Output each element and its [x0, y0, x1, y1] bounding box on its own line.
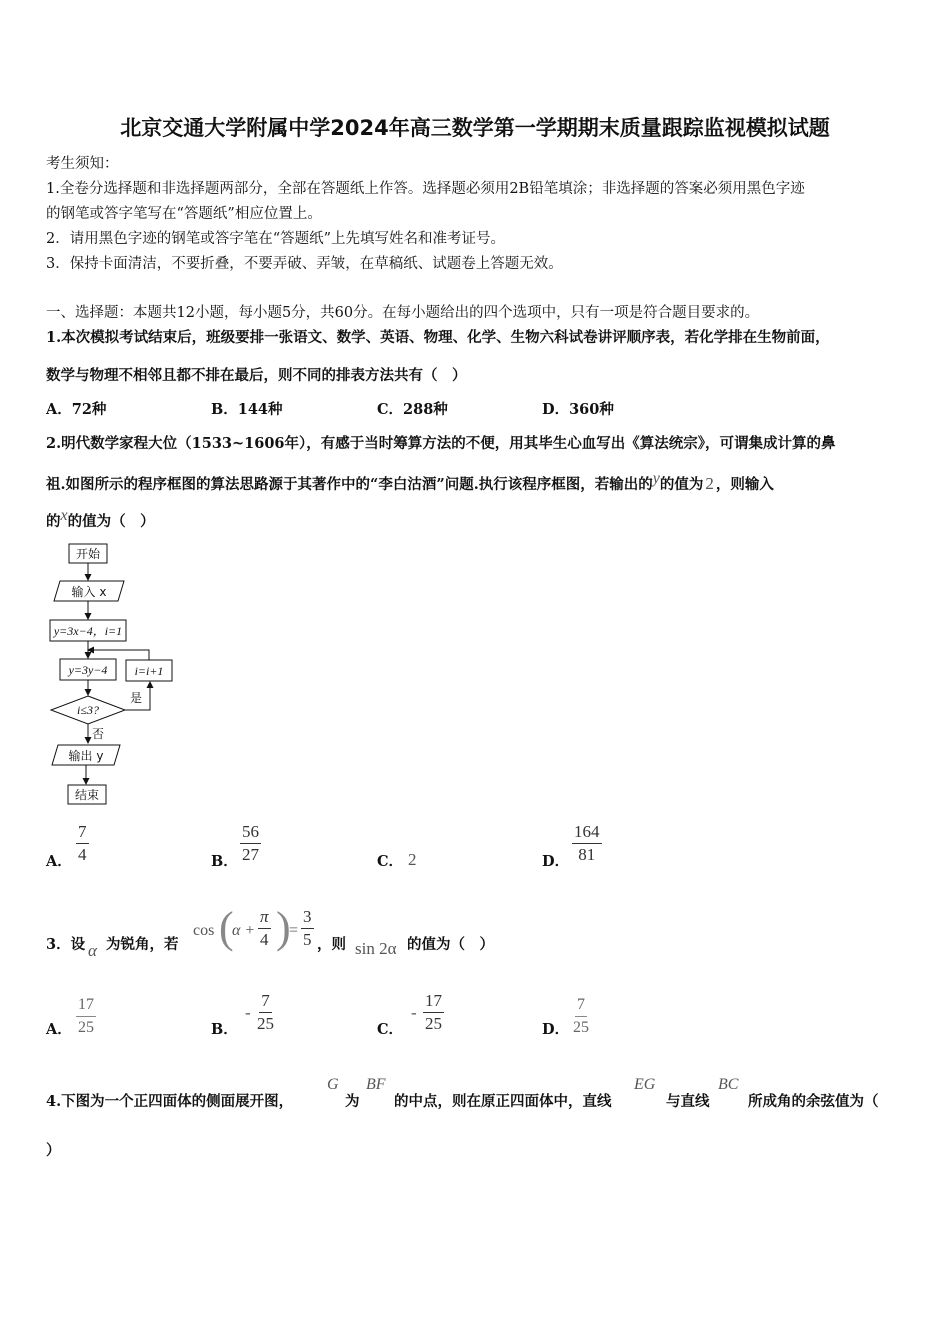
flow-yes-label: 是 — [130, 691, 143, 705]
q2-option-a-label: A． — [46, 853, 72, 870]
notice-item: 2．请用黑色字迹的钢笔或答字笔在“答题纸”上先填写姓名和准考证号。 — [46, 231, 506, 247]
q2-option-c-value: 2 — [408, 850, 417, 869]
page-title: 北京交通大学附属中学2024年高三数学第一学期期末质量跟踪监视模拟试题 — [120, 116, 830, 140]
q4-part5: 所成角的余弦值为（ — [748, 1093, 879, 1110]
notice-heading: 考生须知： — [46, 156, 119, 172]
flow-start-label: 开始 — [75, 547, 101, 561]
q1-option-d: D．360种 — [542, 401, 614, 418]
q3-pi-over-4: $\frac{\pi}{4}$ — [260, 907, 269, 949]
q3-prefix: 3．设 — [46, 936, 86, 953]
q4-part6: ） — [46, 1142, 61, 1159]
q3-option-c-sign: - — [411, 1003, 417, 1022]
q3-option-b-label: B． — [211, 1021, 238, 1038]
q4-var-eg: EG — [634, 1076, 656, 1093]
q3-option-c-label: C． — [377, 1021, 404, 1038]
q2-option-c-label: C． — [377, 853, 404, 870]
flow-end-label: 结束 — [74, 788, 100, 802]
flow-init-label: y=3x−4，i=1 — [53, 624, 123, 638]
q3-suffix: 的值为（ ） — [407, 936, 494, 953]
q4-part4: 与直线 — [666, 1093, 710, 1110]
q3-option-d-value: $\frac{7}{25}$ — [573, 996, 589, 1036]
flowchart — [46, 540, 186, 812]
q3-cos: cos — [193, 922, 215, 939]
q2-option-d-value: $\frac{164}{81}$ — [574, 822, 600, 864]
notice-item: 3．保持卡面清洁，不要折叠，不要弄破、弄皱，在草稿纸、试题卷上答题无效。 — [46, 256, 563, 272]
flow-update-i-label: i=i+1 — [134, 664, 164, 678]
value-2: 2 — [705, 473, 714, 493]
q3-option-a-value: $\frac{17}{25}$ — [78, 996, 94, 1036]
q3-equals: = — [289, 922, 299, 939]
section-heading: 一、选择题：本题共12小题，每小题5分，共60分。在每小题给出的四个选项中，只有一项是符合题目要求的。 — [46, 305, 760, 321]
q2-stem: 2.明代数学家程大位（1533~1606年），有感于当时筹算方法的不便，用其毕生心血写出《算法统宗》，可谓集成计算的鼻 — [46, 435, 836, 452]
q3-alpha: α — [88, 941, 97, 960]
q4-var-bc: BC — [718, 1076, 739, 1093]
q4-var-g: G — [327, 1076, 339, 1093]
flow-input-label: 输入 x — [71, 585, 107, 599]
q2-stem-line3: 的$^x$的值为（ ） — [46, 507, 155, 530]
q2-option-d-label: D． — [542, 853, 570, 870]
q1-stem: 1.本次模拟考试结束后，班级要排一张语文、数学、英语、物理、化学、生物六科试卷讲评顺序表，若化学排在生物前面， — [46, 329, 830, 346]
q3-sin2a: sin 2α — [355, 939, 397, 958]
q1-option-c: C．288种 — [377, 401, 448, 418]
q3-option-d-label: D． — [542, 1021, 570, 1038]
flow-condition-label: i≤3? — [77, 703, 99, 717]
flow-update-y-label: y=3y−4 — [68, 663, 108, 677]
var-x: x — [60, 507, 68, 524]
q3-option-a-label: A． — [46, 1021, 72, 1038]
var-y: y — [652, 470, 660, 487]
q1-option-b: B．144种 — [211, 401, 283, 418]
q3-mid: 为锐角，若 — [106, 936, 179, 953]
q3-paren-left: ( — [219, 903, 234, 952]
q1-option-a: A．72种 — [46, 401, 107, 418]
q2-option-b-label: B． — [211, 853, 238, 870]
q4-part2: 为 — [345, 1093, 360, 1110]
q2-stem-line2: 祖.如图所示的程序框图的算法思路源于其著作中的“李白沽酒”问题.执行该程序框图，若输出的$^y$的值为 2 ，则输入 — [46, 470, 774, 493]
q3-option-c-value: $\frac{17}{25}$ — [425, 991, 442, 1033]
q3-option-b-value: $\frac{7}{25}$ — [257, 991, 274, 1033]
q4-part1: 4.下图为一个正四面体的侧面展开图， — [46, 1093, 294, 1110]
flow-output-label: 输出 y — [68, 749, 104, 763]
q2-option-a-value: $\frac{7}{4}$ — [78, 822, 87, 864]
q4-var-bf: BF — [366, 1076, 386, 1093]
q3-then: ，则 — [317, 936, 346, 953]
q3-arg: α + — [232, 922, 256, 939]
q3-rhs: $\frac{3}{5}$ — [303, 907, 312, 949]
q1-stem: 数学与物理不相邻且都不排在最后，则不同的排表方法共有（ ） — [46, 367, 467, 384]
flow-no-label: 否 — [92, 727, 105, 741]
q2-option-b-value: $\frac{56}{27}$ — [242, 822, 259, 864]
q4-part3: 的中点，则在原正四面体中，直线 — [394, 1093, 612, 1110]
q3-option-b-sign: - — [245, 1003, 251, 1022]
notice-item: 1.全卷分选择题和非选择题两部分，全部在答题纸上作答。选择题必须用2B铅笔填涂；非选择题的答案必须用黑色字迹 — [46, 181, 805, 197]
notice-item: 的钢笔或答字笔写在“答题纸”相应位置上。 — [46, 206, 322, 222]
q3-paren-right: ) — [276, 903, 291, 952]
